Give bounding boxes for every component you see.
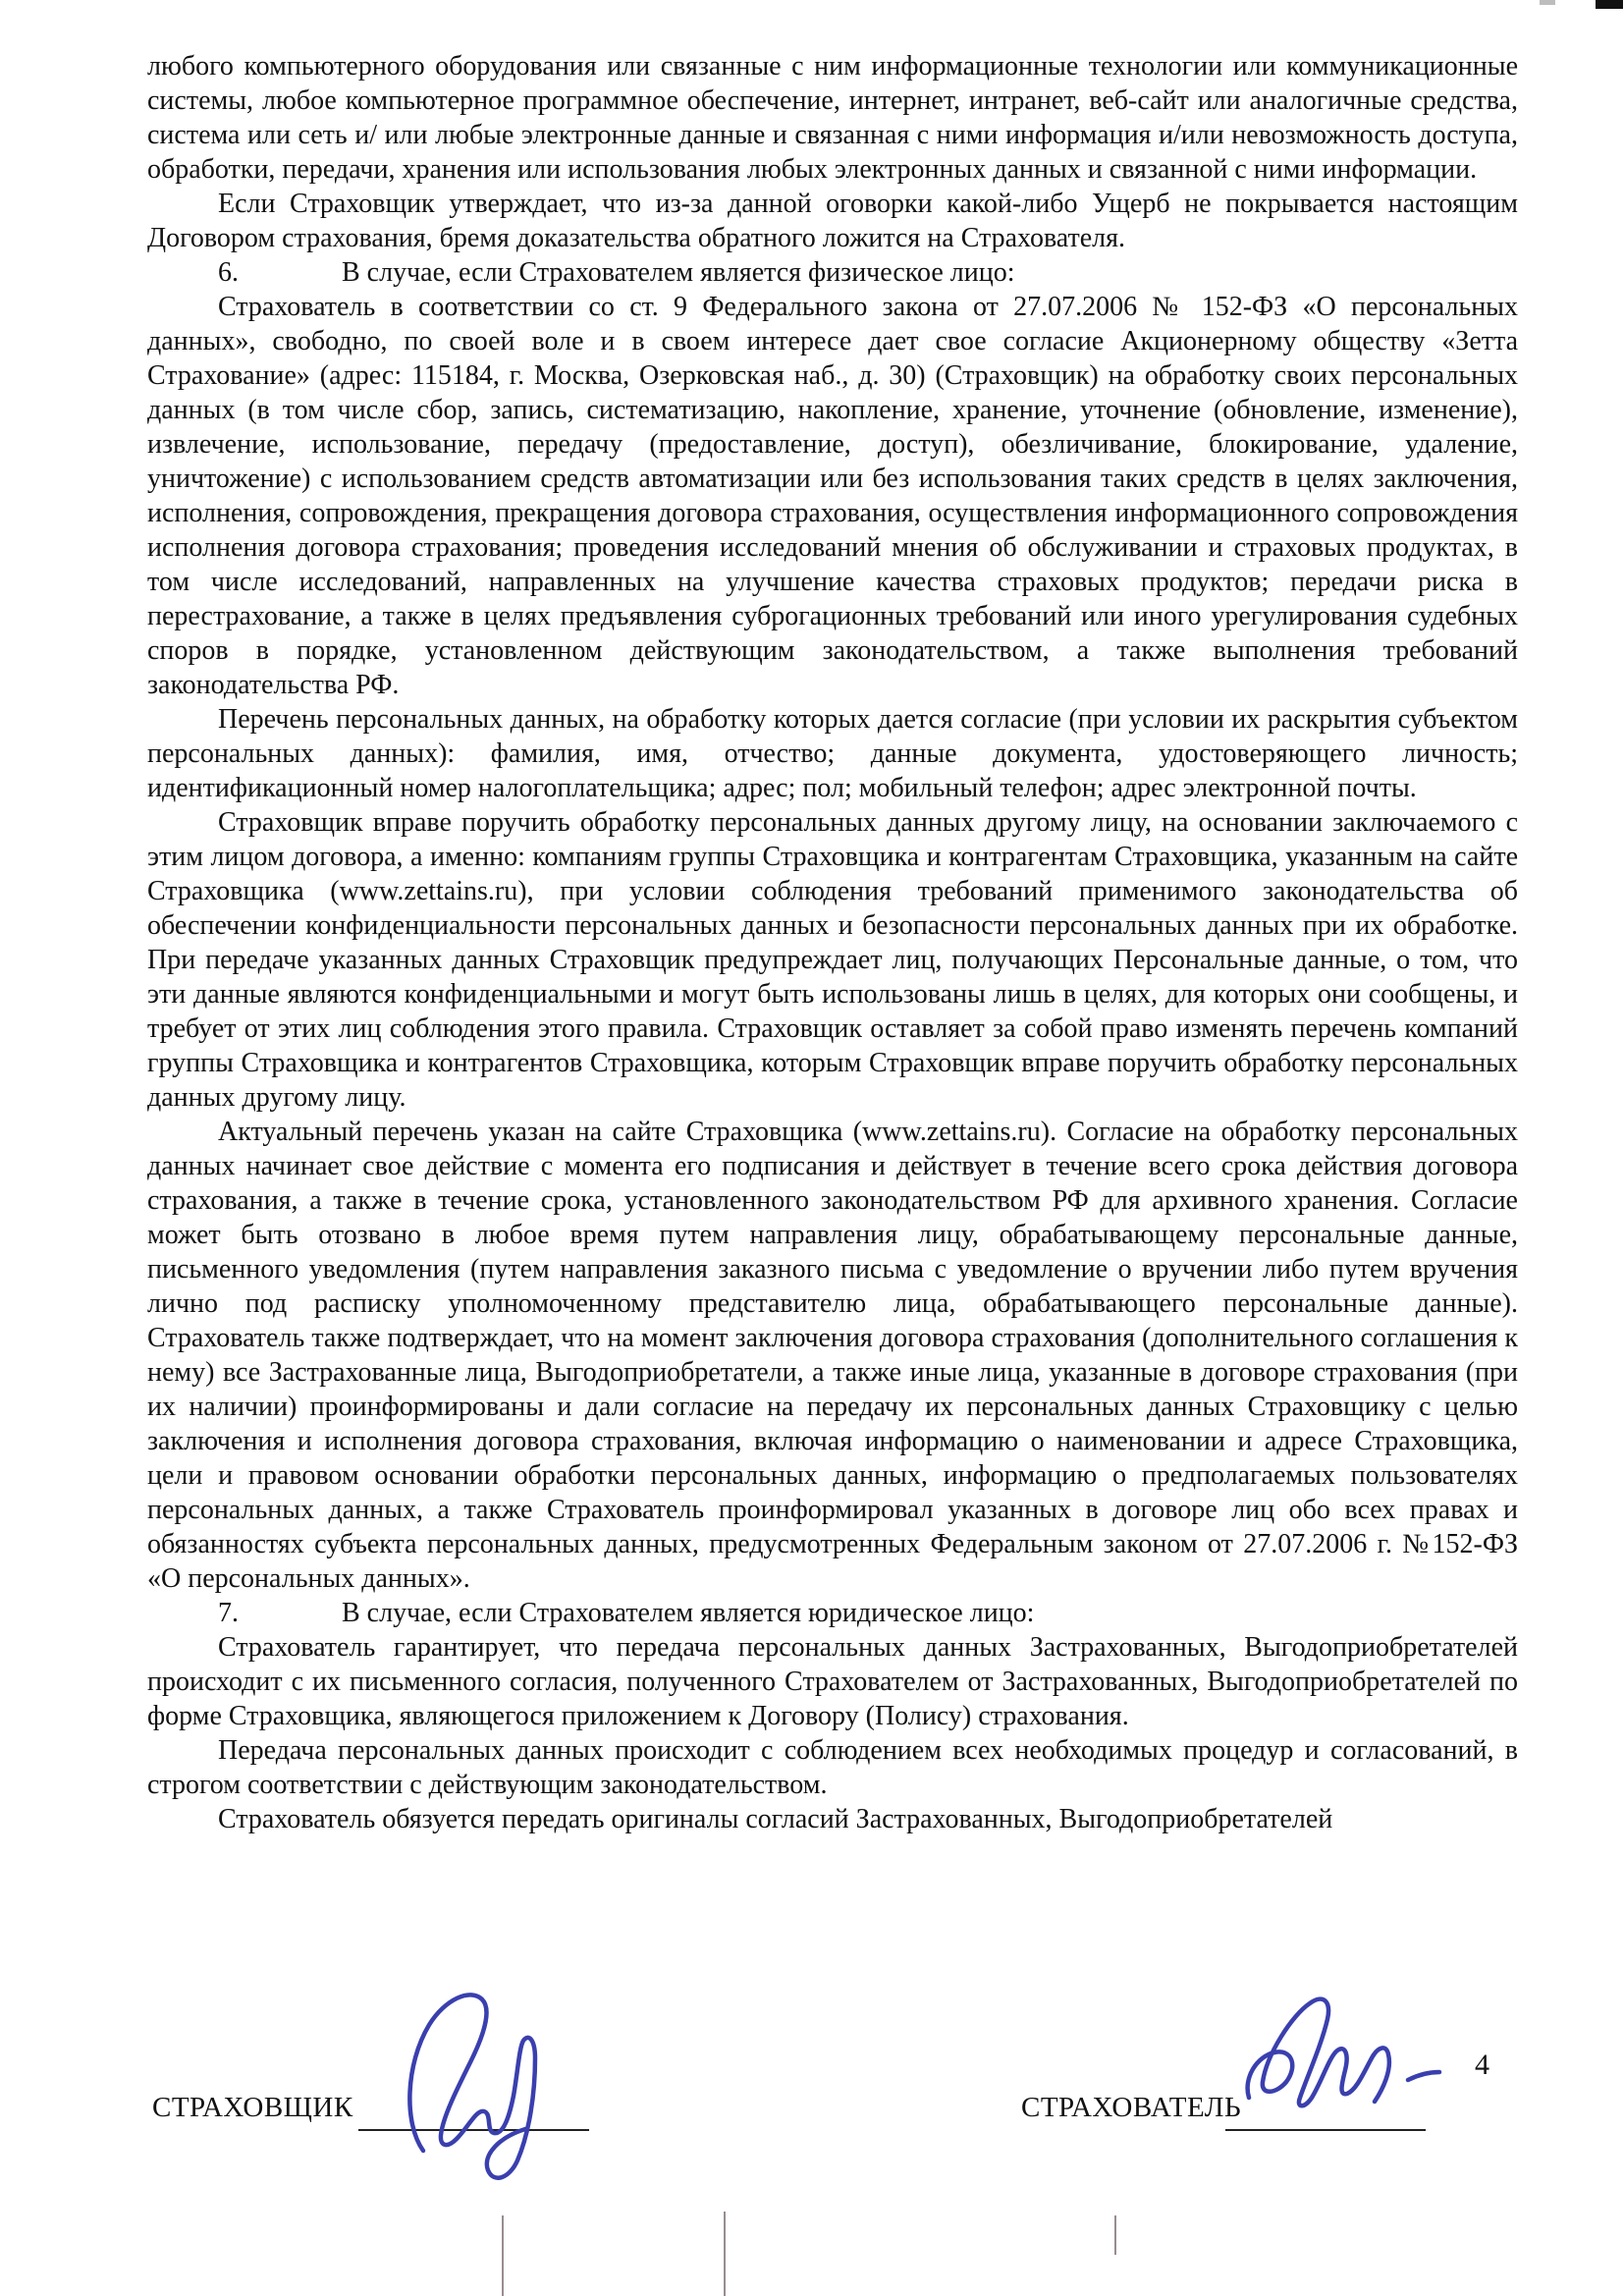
scan-artifact-mark <box>1596 0 1623 9</box>
paragraph-personal-data-list: Перечень персональных данных, на обработку которых дается согласие (при условии их раскрытия субъектом персональных данных): фамилия, имя, отчество; данные документа, удостоверяющего личность; идентификационный номер налогоплательщика; адрес; пол; мобильный телефон; адрес электронной почты. <box>147 704 1518 803</box>
paragraph-consent-validity: Актуальный перечень указан на сайте Страховщика (www.zettains.ru). Согласие на обработку персональных данных начинает свое действие с момента его подписания и действует в течение всего срока действия договора страхования, а также в течение срока, установленного законодательством РФ для архивного хранения. Согласие может быть отозвано в любое время путем направления лицу, обрабатывающему персональные данные, письменного уведомления (путем направления заказного письма с уведомление о вручении либо путем вручения лично под расписку уполномоченному представителю лица, обрабатывающего персональные данные). Страхователь также подтверждает, что на момент заключения договора страхования (дополнительного соглашения к нему) все Застрахованные лица, Выгодоприобретатели, а также иные лица, указанные в договоре страхования (при их наличии) проинформированы и дали согласие на передачу их персональных данных Страховщику с целью заключения и исполнения договора страхования, включая информацию о наименовании и адресе Страховщика, цели и правовом основании обработки персональных данных, информацию о предполагаемых пользователях персональных данных, а также Страхователь проинформировал указанных в договоре лиц обо всех правах и обязанностях субъекта персональных данных, предусмотренных Федеральным законом от 27.07.2006 г. №152-ФЗ «О персональных данных». <box>147 1117 1518 1594</box>
paragraph-legal-entity-guarantee: Страхователь гарантирует, что передача персональных данных Застрахованных, Выгодоприобретателей происходит с их письменного согласия, полученного Страхователем от Застрахованных, Выгодоприобретателей по форме Страховщика, являющегося приложением к Договору (Полису) страхования. <box>147 1632 1518 1731</box>
scan-artifact-line <box>1114 2215 1116 2255</box>
clause-text: В случае, если Страхователем является юридическое лицо: <box>342 1598 1035 1628</box>
scan-artifact-line <box>724 2212 726 2296</box>
scan-artifact-mark <box>1540 0 1555 5</box>
clause-number: 6. <box>218 257 239 288</box>
paragraph-burden-of-proof: Если Страховщик утверждает, что из-за данной оговорки какой-либо Ущерб не покрывается настоящим Договором страхования, бремя доказательства обратного ложится на Страхователя. <box>147 189 1518 253</box>
clause-number: 7. <box>218 1598 239 1628</box>
policyholder-signature-label: СТРАХОВАТЕЛЬ <box>1021 2092 1242 2123</box>
insurer-signature-label: СТРАХОВЩИК <box>152 2092 353 2123</box>
paragraph-originals-obligation: Страхователь обязуется передать оригиналы согласий Застрахованных, Выгодоприобретателей <box>218 1804 1333 1834</box>
policyholder-signature-line <box>1225 2129 1426 2131</box>
paragraph-personal-data-consent: Страхователь в соответствии со ст. 9 Федерального закона от 27.07.2006 № 152-ФЗ «О персональных данных», свободно, по своей воле и в своем интересе дает свое согласие Акционерному обществу «Зетта Страхование» (адрес: 115184, г. Москва, Озерковская наб., д. 30) (Страховщик) на обработку своих персональных данных (в том числе сбор, запись, систематизацию, накопление, хранение, уточнение (обновление, изменение), извлечение, использование, передачу (предоставление, доступ), обезличивание, блокирование, удаление, уничтожение) с использованием средств автоматизации или без использования таких средств в целях заключения, исполнения, сопровождения, прекращения договора страхования, осуществления информационного сопровождения исполнения договора страхования; проведения исследований мнения об обслуживании и страховых продуктах, в том числе исследований, направленных на улучшение качества страховых продуктов; передачи риска в перестрахование, а также в целях предъявления суброгационных требований или иного урегулирования судебных споров в порядке, установленном действующим законодательством, а также выполнения требований законодательства РФ. <box>147 292 1518 700</box>
clause-7-heading <box>147 1596 1518 1630</box>
contract-body-text <box>147 49 1518 1836</box>
policyholder-signature-ink <box>1235 1995 1451 2117</box>
paragraph-exclusion-continuation: любого компьютерного оборудования или связанные с ним информационные технологии или коммуникационные системы, любое компьютерное программное обеспечение, интернет, интранет, веб-сайт или аналогичные средства, система или сеть и/ или любые электронные данные и связанная с ними информация и/или невозможность доступа, обработки, передачи, хранения или использования любых электронных данных и связанной с ними информации. <box>147 51 1518 185</box>
page-number: 4 <box>1475 2049 1489 2081</box>
paragraph-transfer-procedures: Передача персональных данных происходит с соблюдением всех необходимых процедур и согласований, в строгом соответствии с действующим законодательством. <box>147 1735 1518 1800</box>
clause-6-heading <box>147 255 1518 290</box>
paragraph-processing-delegation: Страховщик вправе поручить обработку персональных данных другому лицу, на основании заключаемого с этим лицом договора, а именно: компаниям группы Страховщика и контрагентам Страховщика, указанным на сайте Страховщика (www.zettains.ru), при условии соблюдения требований применимого законодательства об обеспечении конфиденциальности персональных данных и безопасности персональных данных при их обработке. При передаче указанных данных Страховщик предупреждает лиц, получающих Персональные данные, о том, что эти данные являются конфиденциальными и могут быть использованы лишь в целях, для которых они сообщены, и требует от этих лиц соблюдения этого правила. Страховщик оставляет за собой право изменять перечень компаний группы Страховщика и контрагентов Страховщика, которым Страховщик вправе поручить обработку персональных данных другому лицу. <box>147 807 1518 1113</box>
clause-text: В случае, если Страхователем является физическое лицо: <box>342 257 1015 288</box>
scan-artifact-line <box>502 2215 504 2296</box>
insurer-signature-ink <box>386 1986 594 2186</box>
